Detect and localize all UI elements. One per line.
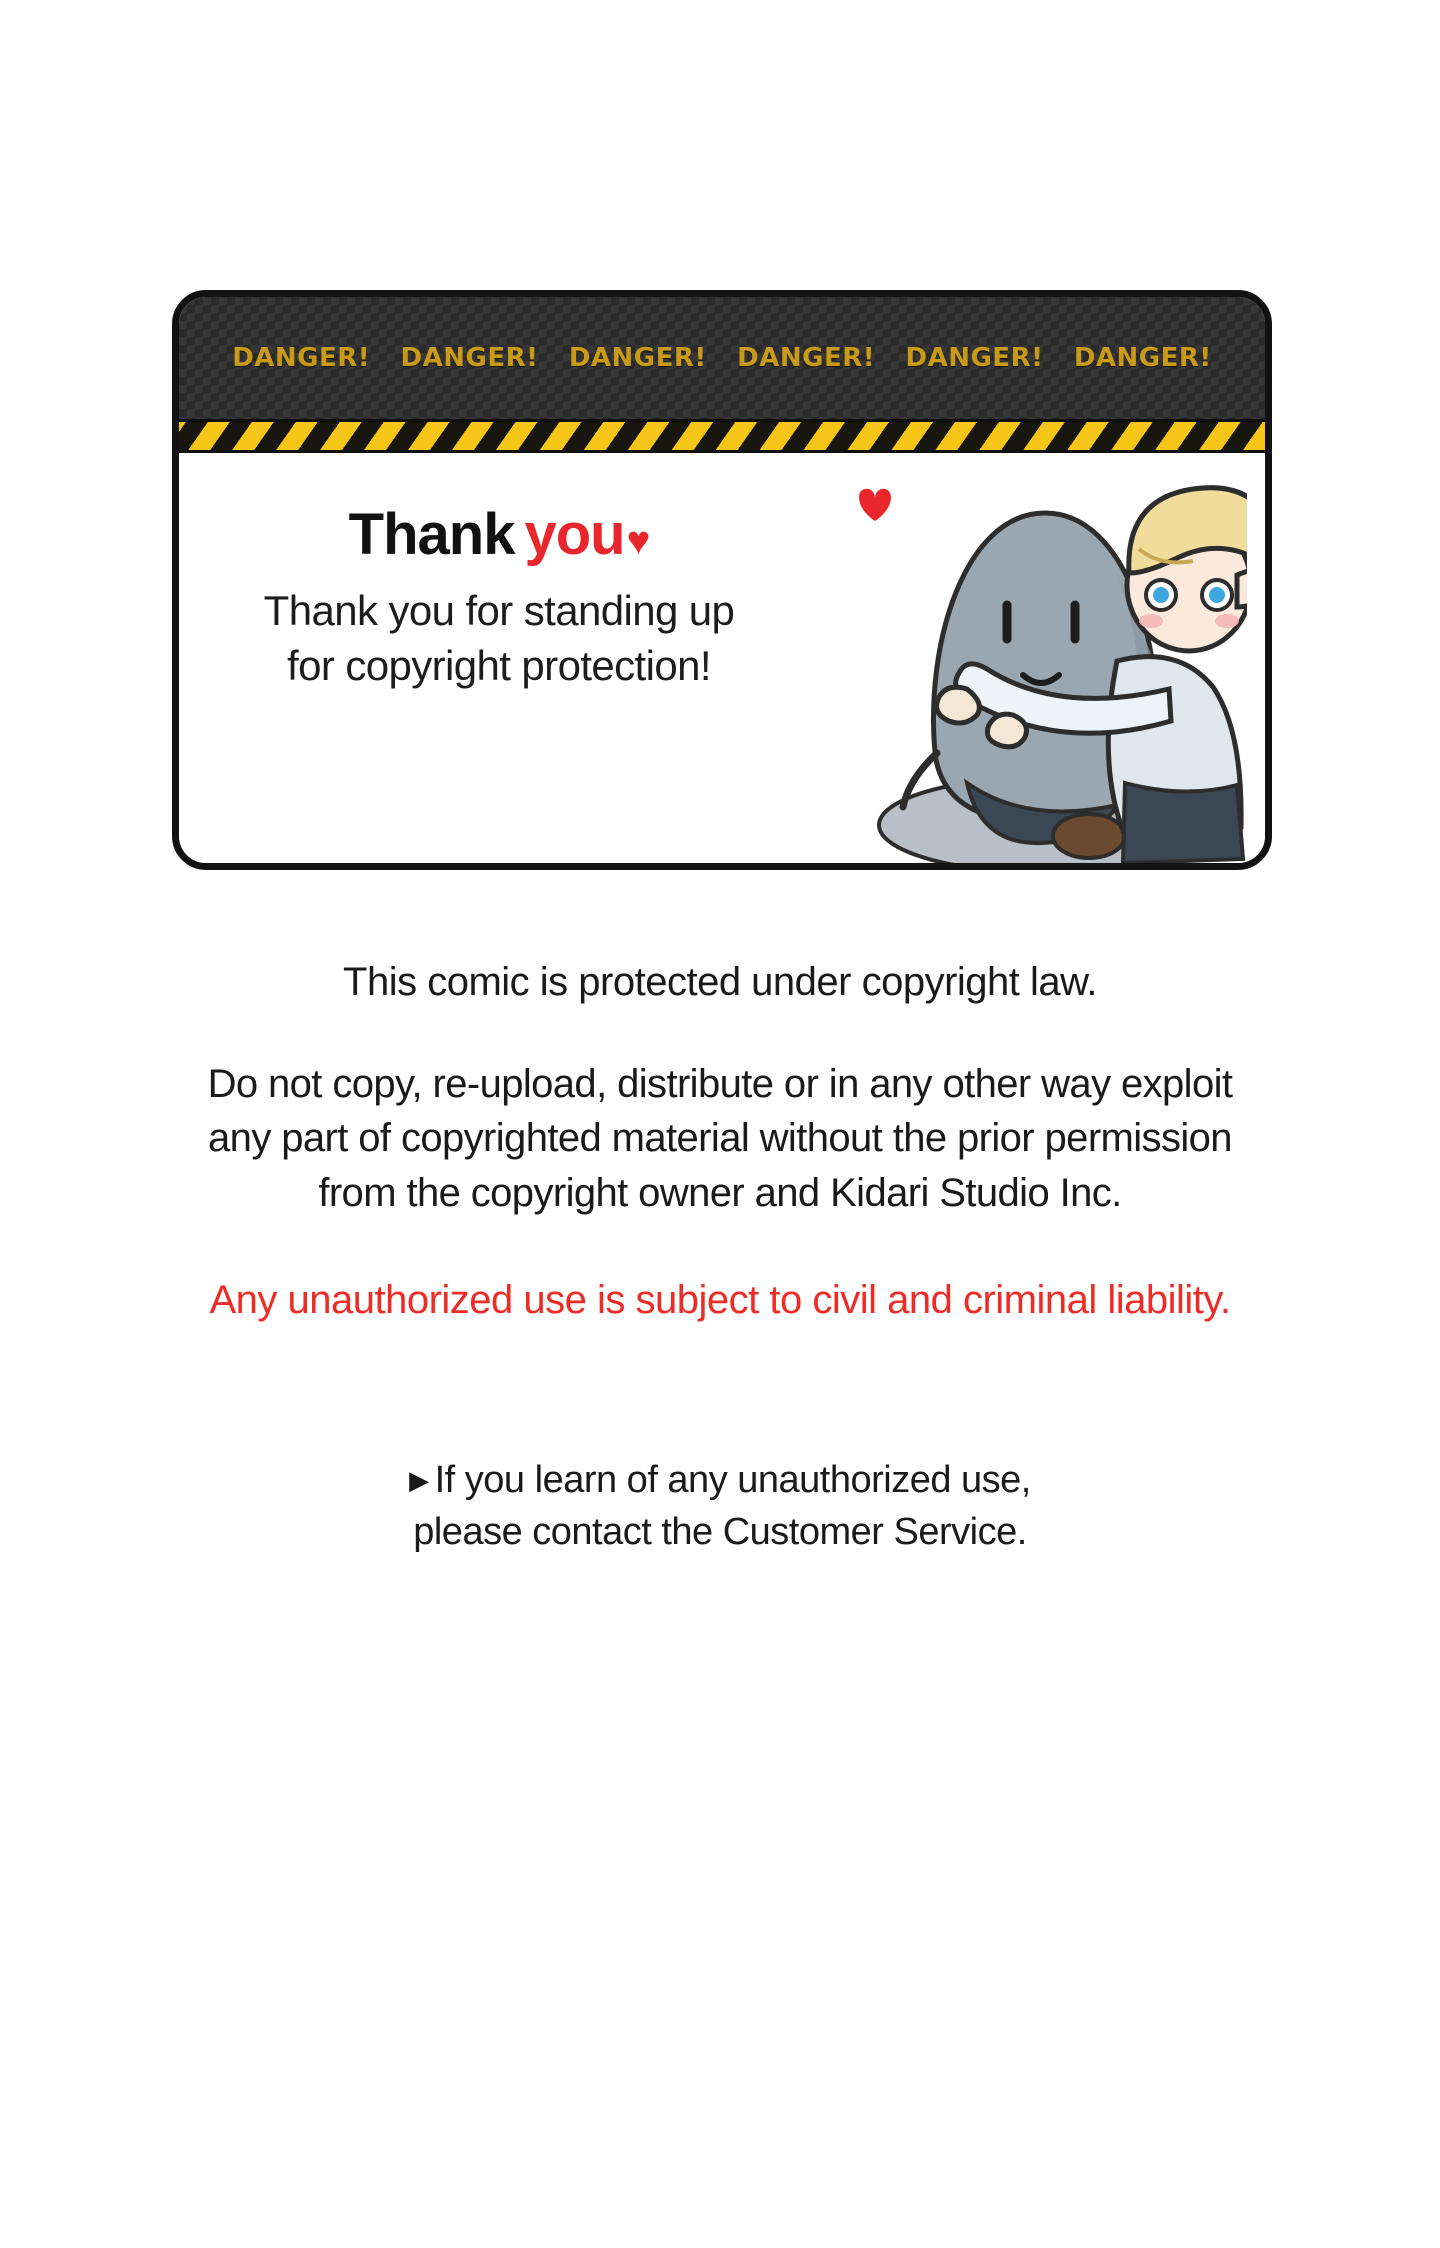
triangle-bullet-icon: ▶ (409, 1465, 429, 1496)
customer-service-notice-line1 (0, 1455, 1440, 1507)
danger-strip (179, 297, 1265, 419)
floating-heart-icon (859, 489, 891, 521)
thank-you-title-red: you (524, 502, 625, 567)
danger-label: DANGER! (1073, 343, 1212, 373)
danger-label: DANGER! (905, 343, 1044, 373)
hugging-characters-illustration (817, 453, 1247, 870)
copyright-line-1: This comic is protected under copyright law. (343, 960, 1097, 1004)
hazard-stripe-divider (179, 419, 1265, 453)
thank-you-title (179, 501, 819, 568)
copyright-paragraph-line2: any part of copyrighted material without the prior permission (208, 1116, 1232, 1161)
copyright-paragraph-line1: Do not copy, re-upload, distribute or in any other way exploit (207, 1062, 1233, 1106)
danger-label: DANGER! (568, 343, 707, 373)
thank-you-title-black: Thank (348, 502, 515, 567)
danger-label: DANGER! (737, 343, 876, 373)
thank-you-block (179, 501, 819, 693)
customer-service-notice-line2: please contact the Customer Service. (413, 1510, 1027, 1553)
banner-card (172, 290, 1272, 870)
copyright-paragraph (0, 1057, 1440, 1220)
banner-body (179, 453, 1265, 870)
copyright-paragraph-line3: from the copyright owner and Kidari Studio Inc. (318, 1170, 1122, 1215)
copyright-warning: Any unauthorized use is subject to civil and criminal liability. (209, 1278, 1231, 1323)
heart-icon: ♥ (626, 519, 650, 563)
copyright-notice (0, 960, 1440, 1559)
customer-service-notice (0, 1455, 1440, 1558)
customer-service-notice-text1: If you learn of any unauthorized use, (434, 1459, 1031, 1502)
thank-you-subtitle (179, 584, 819, 693)
thank-you-subtitle-line1: Thank you for standing up (263, 587, 735, 634)
copyright-banner (172, 290, 1272, 870)
thank-you-subtitle-line2: for copyright protection! (287, 641, 711, 689)
danger-label: DANGER! (400, 343, 539, 373)
danger-label: DANGER! (232, 343, 371, 373)
